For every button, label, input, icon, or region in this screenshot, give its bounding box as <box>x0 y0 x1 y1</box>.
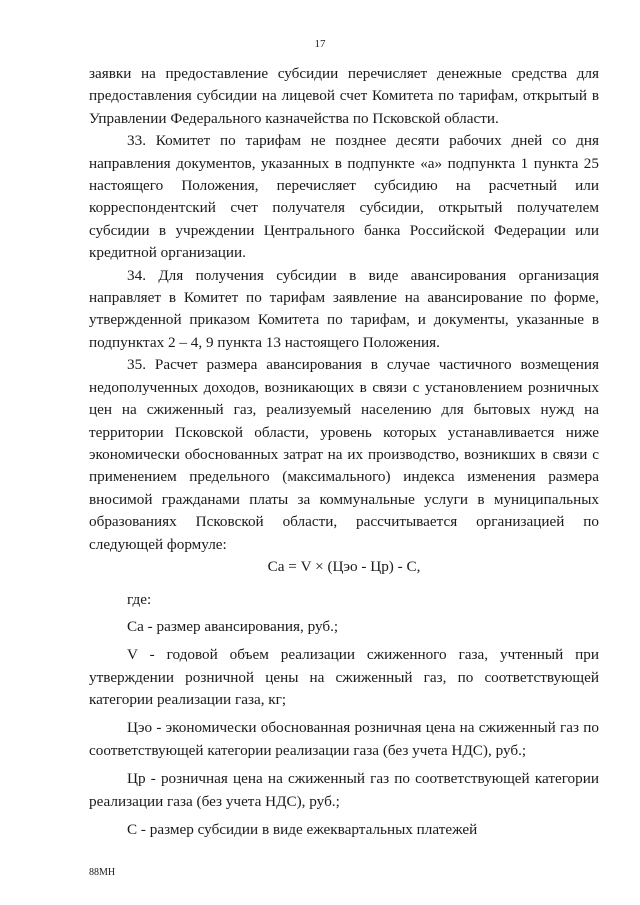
paragraph-34: 34. Для получения субсидии в виде авансирования организация направляет в Комитет по тарифам заявление на авансирование по форме, утвержденной приказом Комитета по тарифам, и документы, указанные в подпунктах 2 – 4, 9 пункта 13 настоящего Положения. <box>89 266 599 351</box>
paragraph-continuation: заявки на предоставление субсидии перечисляет денежные средства для предоставления субсидии на лицевой счет Комитета по тарифам, открытый в Управлении Федерального казначейства по Псковской области. <box>89 65 599 127</box>
definition-c: С - размер субсидии в виде ежеквартальных платежей <box>127 821 478 838</box>
definition-ca: Са - размер авансирования, руб.; <box>127 617 339 635</box>
where-label: где: <box>127 591 152 609</box>
page-number: 17 <box>314 38 326 50</box>
paragraph-33: 33. Комитет по тарифам не позднее десяти рабочих дней со дня направления документов, указанных в подпункте «а» подпункта 1 пункта 25 настоящего Положения, перечисляет субсидию на расчетный или корреспондентский счет получателя субсидии, открытый получателем субсидии в учреждении Центрального банка Российской Федерации или кредитной организации. <box>89 132 599 262</box>
document-body <box>89 63 599 841</box>
definition-v: V - годовой объем реализации сжиженного газа, учтенный при утверждении розничной цены на сжиженный газ, по соответствующей категории реализации газа, кг; <box>89 646 599 708</box>
document-code: 88МН <box>89 867 116 878</box>
formula: Са = V × (Цэо - Цр) - С, <box>267 557 421 575</box>
paragraph-35: 35. Расчет размера авансирования в случае частичного возмещения недополученных доходов, возникающих в связи с установлением розничных цен на сжиженный газ, реализуемый населению для бытовых нужд на территории Псковской области, уровень которых устанавливается ниже экономически обоснованных затрат на их производство, возникших в связи с применением предельного (максимального) индекса изменения размера вносимой гражданами платы за коммунальные услуги в муниципальных образованиях Псковской области, рассчитывается организацией по следующей формуле: <box>89 356 599 553</box>
definition-tsr: Цр - розничная цена на сжиженный газ по соответствующей категории реализации газа (без учета НДС), руб.; <box>89 770 599 810</box>
definition-tseo: Цэо - экономически обоснованная розничная цена на сжиженный газ по соответствующей категории реализации газа (без учета НДС), руб.; <box>89 719 599 759</box>
